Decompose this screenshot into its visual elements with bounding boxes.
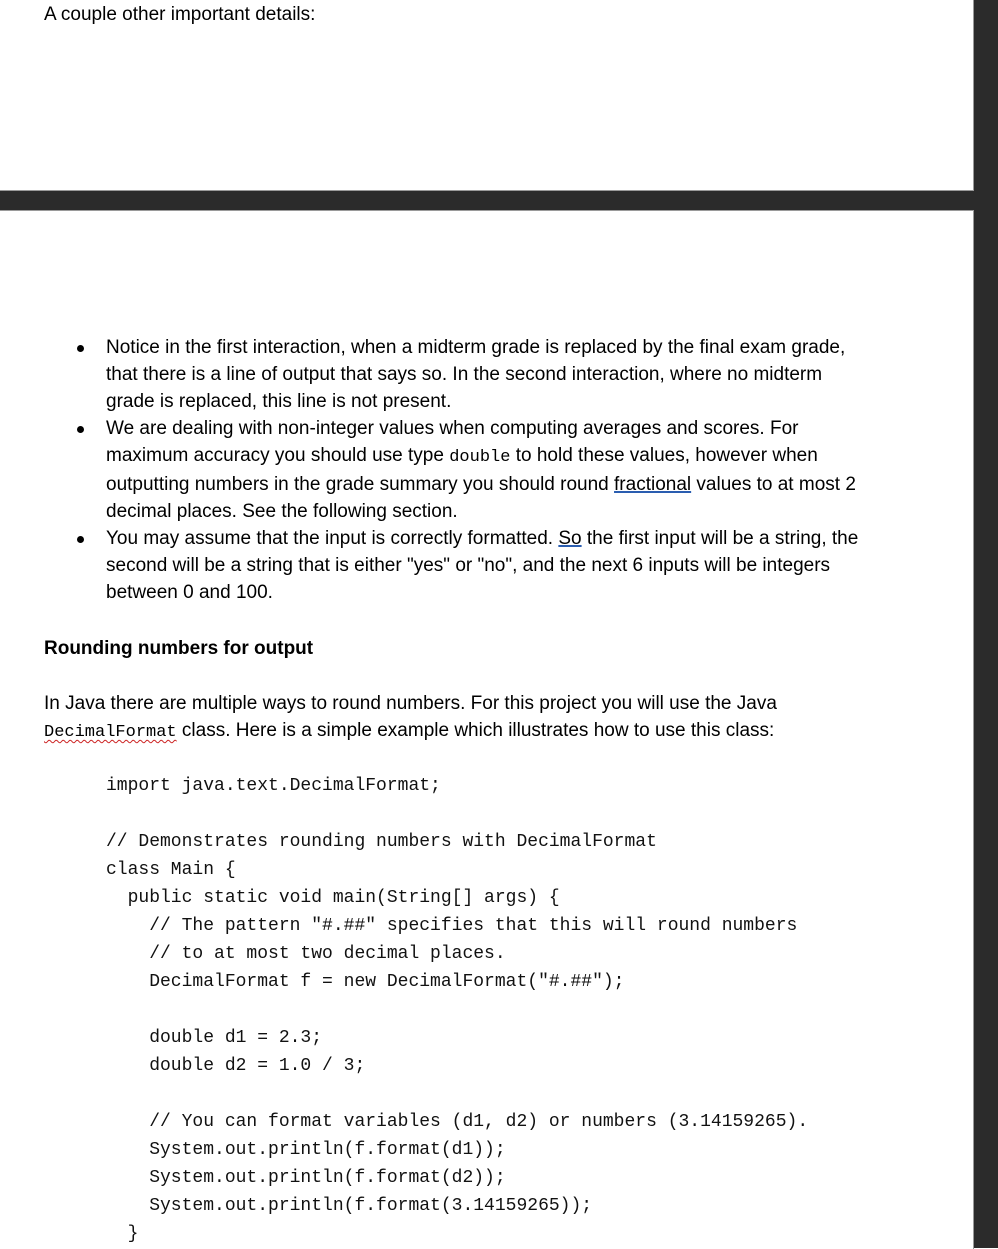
intro-paragraph <box>44 690 864 746</box>
code-line: } <box>106 1224 139 1244</box>
code-line: System.out.println(f.format(d2)); <box>106 1168 506 1188</box>
intro-text: In Java there are multiple ways to round numbers. For this project you will use the Java <box>44 693 777 714</box>
code-line: DecimalFormat f = new DecimalFormat("#.##"); <box>106 972 625 992</box>
bullet-text: Notice in the first interaction, when a midterm grade is replaced by the final exam grade, that there is a line of output that says so. In the second interaction, where no midterm grade is replaced, this line is not present. <box>106 337 846 412</box>
bullet-item <box>106 525 866 606</box>
bullet-text: values to at most 2 decimal places. See the following section. <box>106 474 856 522</box>
section-heading: Rounding numbers for output <box>44 638 314 659</box>
code-line: double d1 = 2.3; <box>106 1028 323 1048</box>
details-bullet-list <box>106 334 866 606</box>
code-example <box>106 772 808 1248</box>
bullet-text: to hold these values, however when outputting numbers in the grade summary you should round <box>106 445 818 495</box>
code-line: double d2 = 1.0 / 3; <box>106 1056 366 1076</box>
intro-text: class. Here is a simple example which illustrates how to use this class: <box>176 720 775 741</box>
bullet-text: We are dealing with non-integer values when computing averages and scores. For maximum accuracy you should use type <box>106 418 799 466</box>
bullet-text: the first input will be a string, the second will be a string that is either "yes" or "no", and the next 6 inputs will be integers between 0 and 100. <box>106 528 859 603</box>
code-line <box>106 996 808 1024</box>
bullet-text: You may assume that the input is correctly formatted. <box>106 528 559 549</box>
inline-code-decimalformat: DecimalFormat <box>44 723 177 742</box>
bullet-item <box>106 415 866 525</box>
code-line: public static void main(String[] args) { <box>106 888 560 908</box>
inline-code-double: double <box>449 448 511 467</box>
grammar-flagged-word[interactable]: fractional <box>614 474 692 495</box>
code-line: System.out.println(f.format(d1)); <box>106 1140 506 1160</box>
page-break-gap <box>0 191 998 210</box>
grammar-flagged-word[interactable]: So <box>558 528 582 549</box>
scroll-gutter-top <box>974 0 998 191</box>
code-line: System.out.println(f.format(3.14159265)); <box>106 1196 593 1216</box>
code-line: import java.text.DecimalFormat; <box>106 776 441 796</box>
code-line <box>106 800 808 828</box>
code-line: class Main { <box>106 860 236 880</box>
code-line <box>106 1080 808 1108</box>
code-line: // You can format variables (d1, d2) or numbers (3.14159265). <box>106 1112 809 1132</box>
cut-off-heading: A couple other important details: <box>44 4 316 25</box>
code-line: // The pattern "#.##" specifies that this will round numbers <box>106 916 798 936</box>
bullet-item <box>106 334 866 415</box>
code-line: // to at most two decimal places. <box>106 944 506 964</box>
scroll-gutter <box>974 210 998 1248</box>
code-line: // Demonstrates rounding numbers with DecimalFormat <box>106 832 657 852</box>
previous-page <box>0 0 974 191</box>
